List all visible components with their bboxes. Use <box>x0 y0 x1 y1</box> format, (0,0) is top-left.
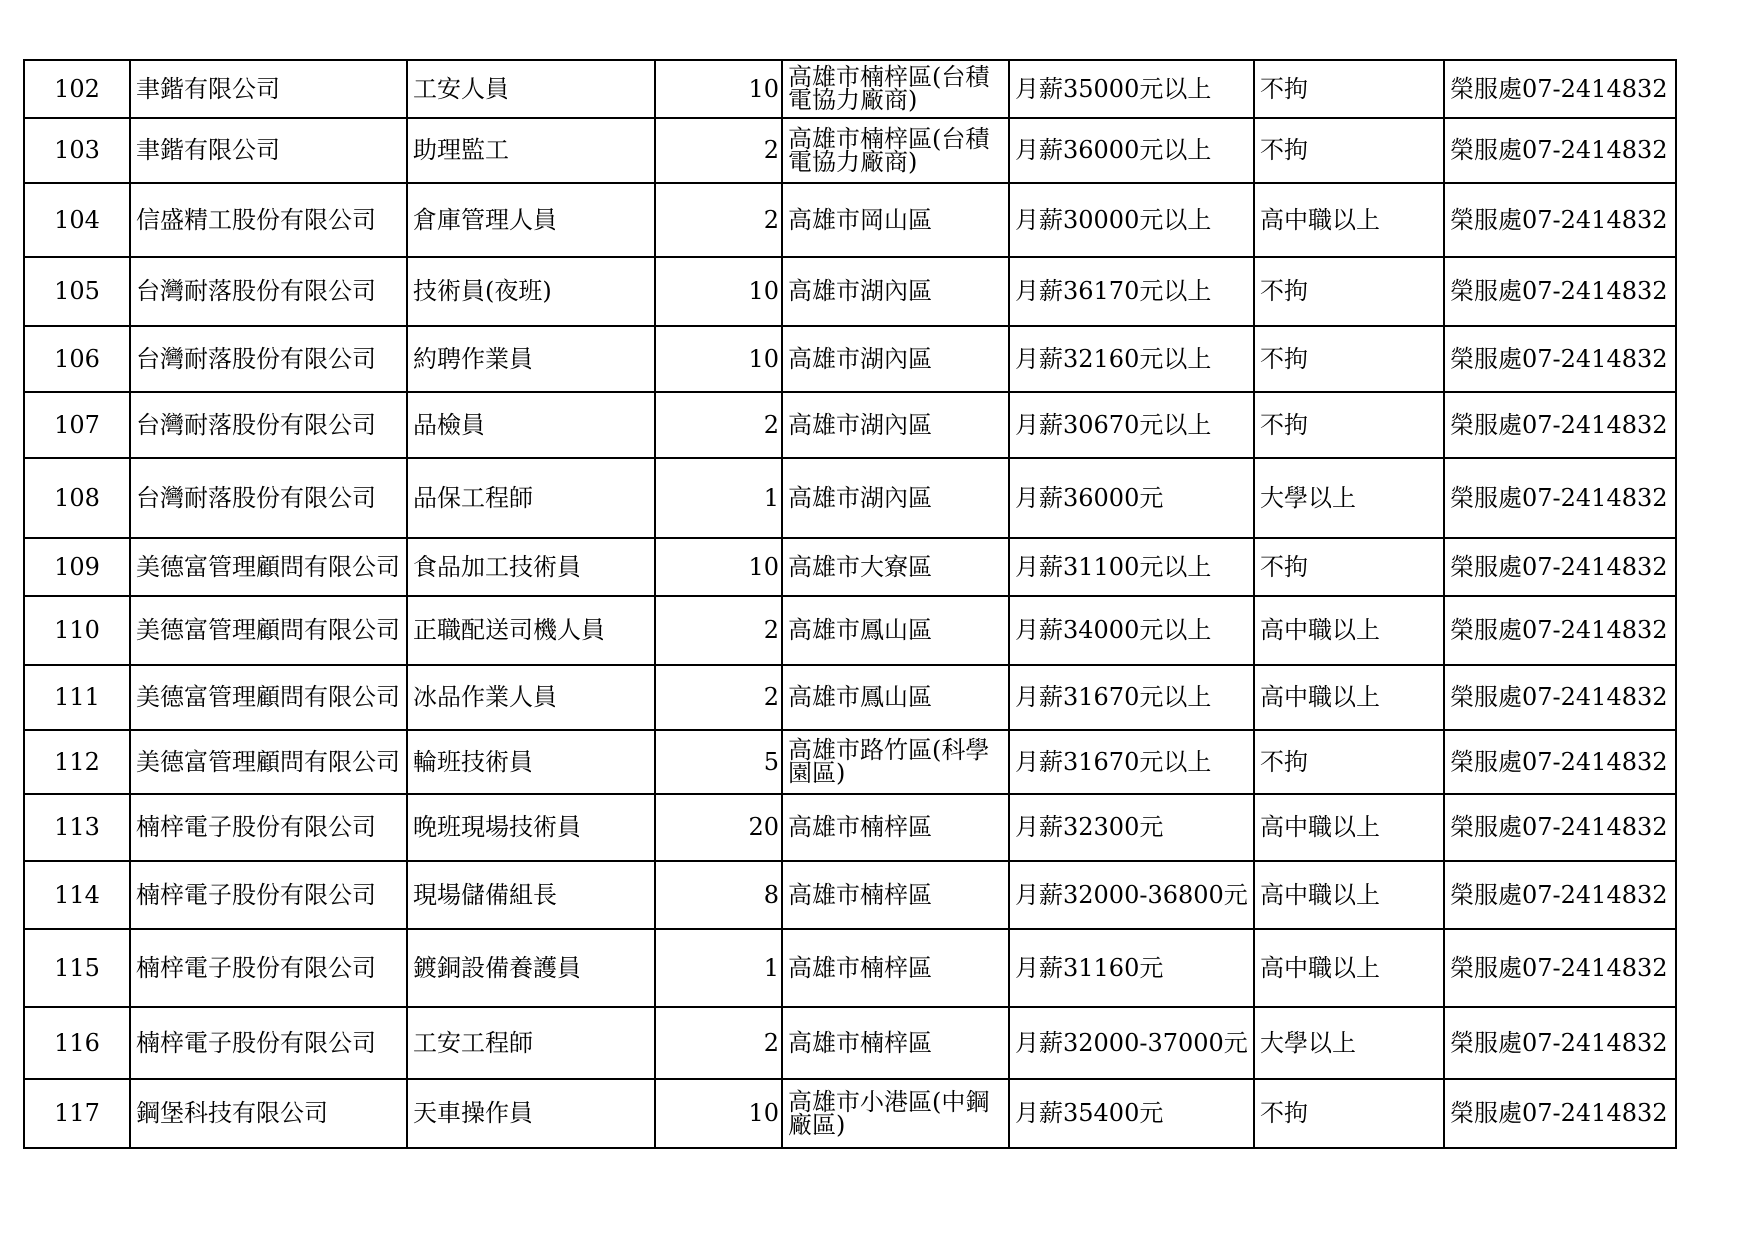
cell-company: 台灣耐落股份有限公司 <box>130 326 407 392</box>
cell-location: 高雄市路竹區(科學園區) <box>782 730 1009 794</box>
cell-education: 不拘 <box>1254 730 1444 794</box>
job-listing-table <box>23 59 1677 1149</box>
table-row <box>24 326 1676 392</box>
cell-company: 楠梓電子股份有限公司 <box>130 794 407 861</box>
cell-number: 102 <box>24 60 130 118</box>
cell-position: 助理監工 <box>407 118 655 183</box>
table-row <box>24 118 1676 183</box>
table-row <box>24 730 1676 794</box>
cell-salary: 月薪31100元以上 <box>1009 538 1254 596</box>
cell-headcount: 2 <box>655 392 782 458</box>
cell-position: 正職配送司機人員 <box>407 596 655 665</box>
cell-headcount: 2 <box>655 118 782 183</box>
table-row <box>24 257 1676 326</box>
cell-number: 109 <box>24 538 130 596</box>
cell-salary: 月薪35400元 <box>1009 1079 1254 1148</box>
table-row <box>24 458 1676 538</box>
job-table-body <box>24 60 1676 1148</box>
cell-headcount: 10 <box>655 538 782 596</box>
cell-location: 高雄市楠梓區 <box>782 929 1009 1007</box>
cell-company: 鋼堡科技有限公司 <box>130 1079 407 1148</box>
cell-salary: 月薪32000-36800元 <box>1009 861 1254 929</box>
cell-number: 115 <box>24 929 130 1007</box>
cell-company: 美德富管理顧問有限公司 <box>130 730 407 794</box>
cell-education: 高中職以上 <box>1254 861 1444 929</box>
cell-company: 美德富管理顧問有限公司 <box>130 596 407 665</box>
cell-location: 高雄市楠梓區 <box>782 794 1009 861</box>
cell-company: 美德富管理顧問有限公司 <box>130 538 407 596</box>
table-row <box>24 861 1676 929</box>
cell-salary: 月薪34000元以上 <box>1009 596 1254 665</box>
cell-education: 高中職以上 <box>1254 183 1444 257</box>
cell-position: 現場儲備組長 <box>407 861 655 929</box>
cell-position: 晚班現場技術員 <box>407 794 655 861</box>
cell-salary: 月薪30000元以上 <box>1009 183 1254 257</box>
table-row <box>24 596 1676 665</box>
cell-headcount: 8 <box>655 861 782 929</box>
cell-salary: 月薪32160元以上 <box>1009 326 1254 392</box>
cell-contact: 榮服處07-2414832 <box>1444 1079 1676 1148</box>
cell-education: 不拘 <box>1254 326 1444 392</box>
cell-location: 高雄市湖內區 <box>782 392 1009 458</box>
cell-salary: 月薪31160元 <box>1009 929 1254 1007</box>
cell-salary: 月薪35000元以上 <box>1009 60 1254 118</box>
cell-salary: 月薪31670元以上 <box>1009 730 1254 794</box>
cell-headcount: 5 <box>655 730 782 794</box>
cell-company: 信盛精工股份有限公司 <box>130 183 407 257</box>
cell-location: 高雄市大寮區 <box>782 538 1009 596</box>
cell-position: 工安工程師 <box>407 1007 655 1079</box>
cell-number: 107 <box>24 392 130 458</box>
cell-contact: 榮服處07-2414832 <box>1444 538 1676 596</box>
cell-number: 108 <box>24 458 130 538</box>
cell-headcount: 10 <box>655 60 782 118</box>
cell-contact: 榮服處07-2414832 <box>1444 257 1676 326</box>
cell-contact: 榮服處07-2414832 <box>1444 929 1676 1007</box>
table-row <box>24 392 1676 458</box>
cell-headcount: 2 <box>655 665 782 730</box>
cell-position: 技術員(夜班) <box>407 257 655 326</box>
cell-location: 高雄市湖內區 <box>782 326 1009 392</box>
cell-contact: 榮服處07-2414832 <box>1444 596 1676 665</box>
cell-position: 品保工程師 <box>407 458 655 538</box>
cell-location: 高雄市小港區(中鋼廠區) <box>782 1079 1009 1148</box>
table-row <box>24 60 1676 118</box>
cell-education: 高中職以上 <box>1254 665 1444 730</box>
cell-position: 冰品作業人員 <box>407 665 655 730</box>
cell-education: 不拘 <box>1254 118 1444 183</box>
table-row <box>24 1007 1676 1079</box>
cell-company: 聿鍇有限公司 <box>130 60 407 118</box>
cell-headcount: 10 <box>655 326 782 392</box>
cell-location: 高雄市楠梓區(台積電協力廠商) <box>782 60 1009 118</box>
cell-salary: 月薪32300元 <box>1009 794 1254 861</box>
cell-education: 不拘 <box>1254 538 1444 596</box>
cell-contact: 榮服處07-2414832 <box>1444 60 1676 118</box>
cell-contact: 榮服處07-2414832 <box>1444 118 1676 183</box>
table-row <box>24 794 1676 861</box>
cell-location: 高雄市岡山區 <box>782 183 1009 257</box>
cell-education: 高中職以上 <box>1254 596 1444 665</box>
cell-location: 高雄市鳳山區 <box>782 665 1009 730</box>
cell-number: 116 <box>24 1007 130 1079</box>
cell-company: 台灣耐落股份有限公司 <box>130 458 407 538</box>
cell-headcount: 10 <box>655 257 782 326</box>
cell-contact: 榮服處07-2414832 <box>1444 458 1676 538</box>
cell-salary: 月薪32000-37000元 <box>1009 1007 1254 1079</box>
cell-education: 大學以上 <box>1254 1007 1444 1079</box>
cell-salary: 月薪36170元以上 <box>1009 257 1254 326</box>
cell-company: 台灣耐落股份有限公司 <box>130 257 407 326</box>
cell-position: 倉庫管理人員 <box>407 183 655 257</box>
cell-education: 不拘 <box>1254 1079 1444 1148</box>
table-row <box>24 665 1676 730</box>
cell-number: 105 <box>24 257 130 326</box>
table-row <box>24 929 1676 1007</box>
cell-salary: 月薪36000元以上 <box>1009 118 1254 183</box>
cell-education: 不拘 <box>1254 60 1444 118</box>
cell-location: 高雄市楠梓區 <box>782 861 1009 929</box>
cell-salary: 月薪30670元以上 <box>1009 392 1254 458</box>
cell-number: 111 <box>24 665 130 730</box>
cell-headcount: 2 <box>655 596 782 665</box>
cell-company: 聿鍇有限公司 <box>130 118 407 183</box>
cell-headcount: 1 <box>655 458 782 538</box>
cell-location: 高雄市湖內區 <box>782 458 1009 538</box>
cell-contact: 榮服處07-2414832 <box>1444 1007 1676 1079</box>
cell-company: 台灣耐落股份有限公司 <box>130 392 407 458</box>
cell-education: 不拘 <box>1254 392 1444 458</box>
cell-number: 106 <box>24 326 130 392</box>
cell-company: 楠梓電子股份有限公司 <box>130 861 407 929</box>
cell-number: 114 <box>24 861 130 929</box>
cell-number: 103 <box>24 118 130 183</box>
cell-headcount: 10 <box>655 1079 782 1148</box>
cell-contact: 榮服處07-2414832 <box>1444 183 1676 257</box>
cell-company: 楠梓電子股份有限公司 <box>130 1007 407 1079</box>
cell-education: 大學以上 <box>1254 458 1444 538</box>
cell-headcount: 1 <box>655 929 782 1007</box>
cell-location: 高雄市湖內區 <box>782 257 1009 326</box>
cell-position: 工安人員 <box>407 60 655 118</box>
cell-contact: 榮服處07-2414832 <box>1444 326 1676 392</box>
cell-contact: 榮服處07-2414832 <box>1444 730 1676 794</box>
cell-education: 高中職以上 <box>1254 929 1444 1007</box>
cell-position: 天車操作員 <box>407 1079 655 1148</box>
cell-number: 117 <box>24 1079 130 1148</box>
cell-headcount: 2 <box>655 1007 782 1079</box>
cell-location: 高雄市楠梓區 <box>782 1007 1009 1079</box>
cell-number: 112 <box>24 730 130 794</box>
cell-position: 食品加工技術員 <box>407 538 655 596</box>
cell-contact: 榮服處07-2414832 <box>1444 392 1676 458</box>
cell-position: 鍍銅設備養護員 <box>407 929 655 1007</box>
cell-position: 約聘作業員 <box>407 326 655 392</box>
cell-company: 美德富管理顧問有限公司 <box>130 665 407 730</box>
cell-number: 113 <box>24 794 130 861</box>
cell-contact: 榮服處07-2414832 <box>1444 794 1676 861</box>
table-row <box>24 183 1676 257</box>
cell-position: 輪班技術員 <box>407 730 655 794</box>
cell-education: 高中職以上 <box>1254 794 1444 861</box>
cell-salary: 月薪36000元 <box>1009 458 1254 538</box>
cell-contact: 榮服處07-2414832 <box>1444 665 1676 730</box>
cell-salary: 月薪31670元以上 <box>1009 665 1254 730</box>
cell-number: 110 <box>24 596 130 665</box>
cell-location: 高雄市鳳山區 <box>782 596 1009 665</box>
table-row <box>24 1079 1676 1148</box>
cell-education: 不拘 <box>1254 257 1444 326</box>
cell-headcount: 2 <box>655 183 782 257</box>
cell-contact: 榮服處07-2414832 <box>1444 861 1676 929</box>
cell-position: 品檢員 <box>407 392 655 458</box>
cell-company: 楠梓電子股份有限公司 <box>130 929 407 1007</box>
cell-location: 高雄市楠梓區(台積電協力廠商) <box>782 118 1009 183</box>
table-row <box>24 538 1676 596</box>
cell-headcount: 20 <box>655 794 782 861</box>
cell-number: 104 <box>24 183 130 257</box>
